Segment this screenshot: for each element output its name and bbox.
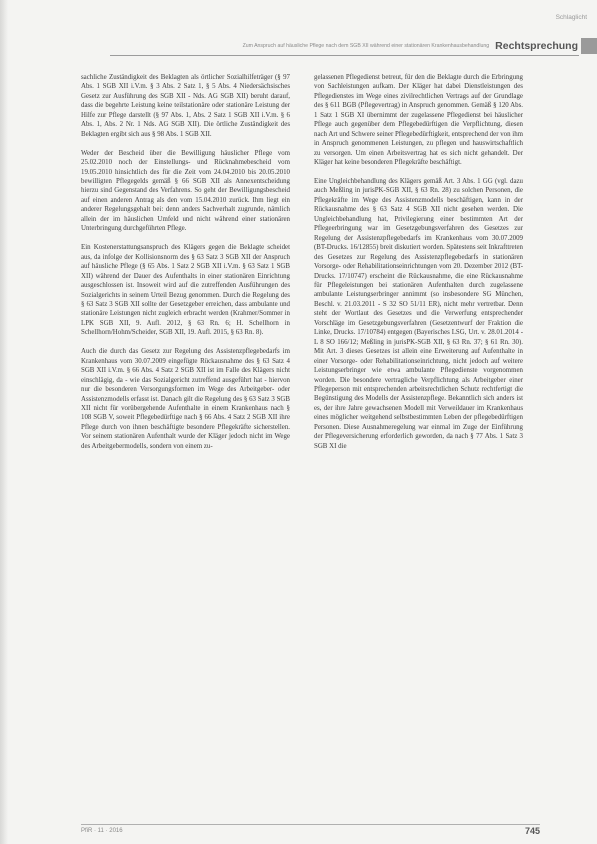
header-rule (110, 55, 579, 56)
page-edge-shadow (0, 0, 8, 844)
left-column (81, 73, 290, 461)
paragraph: Auch die durch das Gesetz zur Regelung des Assistenzpflegebedarfs im Krankenhaus vom 30.07.2009 eingefügte Rückausnahme des § 63 Satz 4 SGB XII i.V.m. § 66 Abs. 4 Satz 2 SGB XII ist im Falle des Klägers nicht einschlägig, da - wie das Sozialgericht zutreffend ausgeführt hat - hiervon nur die besonderen Versorgungsformen im Wege des Arbeitgeber- oder Assistenzmodells erfasst ist. Danach gilt die Regelung des § 63 Satz 3 SGB XII nicht für vorübergehende Aufenthalte in einem Krankenhaus nach § 108 SGB V, soweit Pflegebedürftige nach § 66 Abs. 4 Satz 2 SGB XII ihre Pflege durch von ihnen beschäftigte besondere Pflegekräfte sicherstellen. Vor seinem stationären Aufenthalt wurde der Kläger jedoch nicht im Wege des Arbeitgebermodells, sondern von einem zu- (81, 348, 290, 450)
paragraph: Eine Ungleichbehandlung des Klägers gemäß Art. 3 Abs. 1 GG (vgl. dazu auch Meßling in jurisPK-SGB XII, § 63 Rn. 28) zu solchen Personen, die Pflegekräfte im Wege des Assistenzmodells beschäftigen, kann in der Rückausnahme des § 63 Satz 4 SGB XII nicht gesehen werden. Die Ungleichbehandlung hat, Privilegierung einer bestimmten Art der Pflegeerbringung war im Gesetzgebungsverfahren des Gesetzes zur Regelung der Assistenzpflegebedarfs im Krankenhaus vom 30.07.2009 (BT-Drucks. 16/12855) breit diskutiert worden. Spätestens seit Inkrafttreten des Gesetzes zur Regelung des Assistenzpflegebedarfs in stationären Vorsorge- oder Rehabilitationseinrichtungen vom 20. Dezember 2012 (BT-Drucks. 17/10747) erscheint die Rückausnahme, die eine Rückausnahme für Pflegeleistungen bei stationären Aufenthalten durch zugelassene ambulante Leistungserbringer annimmt (so insbesondere SG München, Beschl. v. 21.03.2011 - S 32 SO 51/11 ER), nicht mehr vertretbar. Denn steht der Wortlaut des Gesetzes und die Verwerfung entsprechender Vorschläge im Gesetzgebungsverfahren (Gesetzentwurf der Fraktion die Linke, Drucks. 17/10784) entgegen (Bayerisches LSG, Urt. v. 28.01.2014 - L 8 SO 166/12; Meßling in jurisPK-SGB XII, § 63 Rn. 37; § 61 Rn. 30). Mit Art. 3 dieses Gesetzes ist allein eine Erweiterung auf Aufenthalte in einer Vorsorge- oder Rehabilitationseinrichtung, nicht jedoch auf weitere Leistungserbringer wie etwa ambulante Pflegedienste vorgenommen worden. Die besondere vertragliche Verpflichtung als Arbeitgeber einer Pflegeperson mit entsprechenden arbeitsrechtlichen Schutz rechtfertigt die Begünstigung des Modells der Assistenzpflege. Bekanntlich sich anders ist es, der ihre Jahre gewachsenen Modell mit Verweildauer im Krankenhaus eines möglicher weitgehend selbstbestimmten Leben der pflegebedürftigen Personen. Diese Ausnahmeregelung war einmal im Zuge der Einführung der Pflegeversicherung erforderlich geworden, da nach § 77 Abs. 1 Satz 3 SGB XI die (314, 178, 523, 450)
page-header (110, 38, 597, 54)
section-tab-marker (581, 38, 597, 54)
footer-rule (81, 824, 540, 825)
right-column (314, 73, 523, 461)
category-label: Schlaglicht (555, 14, 587, 21)
paragraph: gelassenen Pflegedienst betreut, für den die Beklagte durch die Erbringung von Sachleistungen aufkam. Der Kläger hat dabei Dienstleistungen des Pflegedienstes im Wege eines zivilrechtlichen Vertrags auf der Grundlage des § 611 BGB (Pflegevertrag) in Anspruch genommen. Gemäß § 120 Abs. 1 Satz 1 SGB XI übernimmt der zugelassene Pflegedienst bei häuslicher Pflege auch gegenüber dem Pflegebedürftigen die Verpflichtung, diesen nach Art und Schwere seiner Pflegebedürftigkeit, entsprechend der von ihm in Anspruch genommenen Leistungen, zu pflegen und hauswirtschaftlich zu versorgen. Um einen Arbeitsvertrag hat es sich nicht gehandelt. Der Kläger hat keine besonderen Pflegekräfte beschäftigt. (314, 74, 523, 167)
paragraph: Weder der Bescheid über die Bewilligung häuslicher Pflege vom 25.02.2010 noch der Einstellungs- und Rücknahmebescheid vom 19.05.2010 hinsichtlich des für die Zeit vom 24.04.2010 bis 20.05.2010 bewilligten Pflegegelds gemäß § 66 SGB XII als Annexentscheidung hierzu sind Gegenstand des Verfahrens. So geht der Bewilligungsbescheid auf einen anderen Antrag als den vom 15.04.2010 zurück. Ihm liegt ein anderer Regelungsgehalt bei: denn anders Sachverhalt zugrunde, nämlich allein der im häuslichen Umfeld und nicht während einer stationären Unterbringung durchgeführten Pflege. (81, 149, 290, 233)
paragraph: Ein Kostenerstattungsanspruch des Klägers gegen die Beklagte scheidet aus, da infolge der Kollisionsnorm des § 63 Satz 3 SGB XII der Anspruch auf häusliche Pflege (§ 65 Abs. 1 Satz 2 SGB XII i.V.m. § 63 Satz 1 SGB XII) während der Dauer des Aufenthalts in einer stationären Einrichtung ausgeschlossen ist. Insoweit wird auf die zutreffenden Ausführungen des Sozialgerichts in seinem Urteil Bezug genommen. Durch die Regelung des § 63 Satz 3 SGB XII sollte der Gesetzgeber erreichen, dass ambulante und stationäre Leistungen nicht zugleich erbracht werden (Krahmer/Sommer in LPK SGB XII, 9. Aufl. 2012, § 63 Rn. 6; H. Schellhorn in Schellhorn/Hohm/Scheider, SGB XII, 19. Aufl. 2015, § 63 Rn. 8). (81, 244, 290, 337)
section-title: Rechtsprechung (495, 40, 578, 52)
journal-issue: PfiR · 11 · 2016 (81, 828, 123, 834)
paragraph: sachliche Zuständigkeit des Beklagten als örtlicher Sozialhilfeträger (§ 97 Abs. 1 SGB XII i.V.m. § 3 Abs. 2 Satz 1, § 5 Abs. 4 Niedersächsisches Gesetz zur Ausführung des SGB XII - Nds. AG SGB XII) beruht darauf, dass die begehrte Leistung keine teilstationäre oder stationäre Leistung der Hilfe zur Pflege darstellt (§ 97 Abs. 1, Abs. 2 Satz 1 SGB XII i.V.m. § 6 Abs. 1, Abs. 2 Nr. 1 Nds. AG SGB XII). Die örtliche Zuständigkeit des Beklagten ergibt sich aus § 98 Abs. 1 SGB XII. (81, 74, 290, 138)
running-head: Zum Anspruch auf häusliche Pflege nach dem SGB XII während einer stationären Krankenhausbehandlung (242, 43, 490, 49)
page-number: 745 (524, 826, 540, 836)
